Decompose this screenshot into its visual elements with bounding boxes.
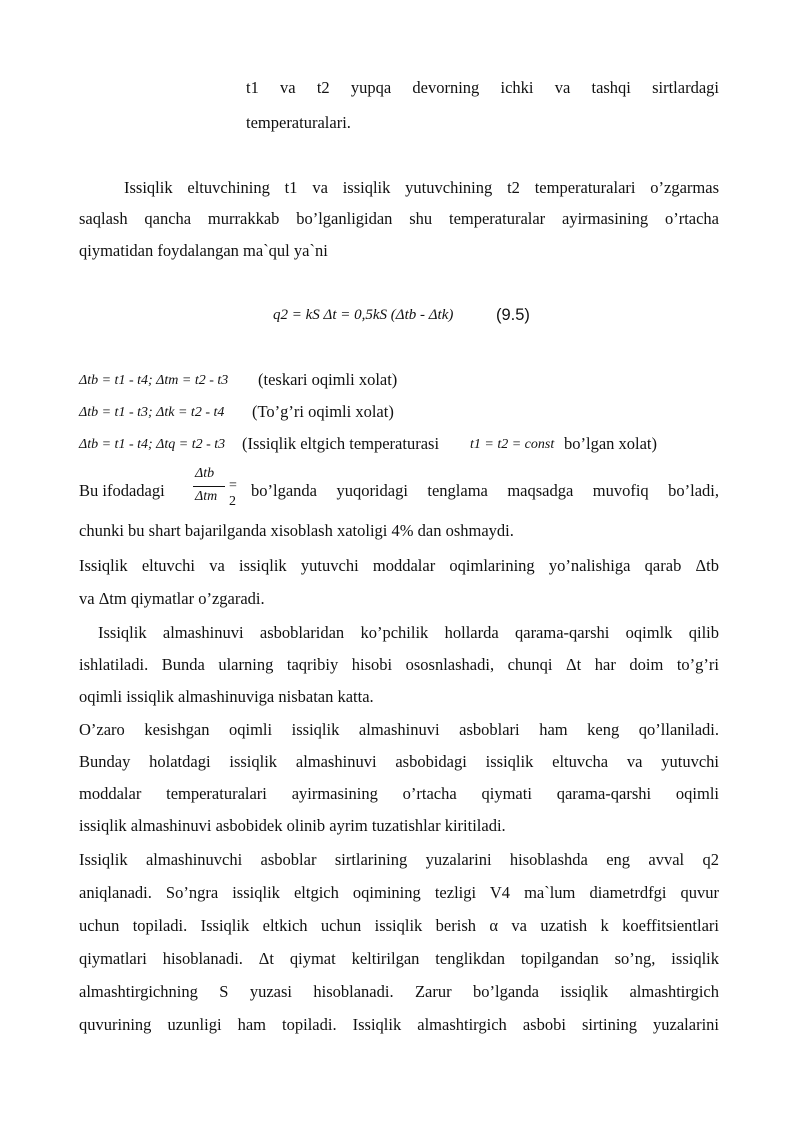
case-label: (teskari oqimli xolat) bbox=[258, 370, 398, 389]
text-line: Bunday holatdagi issiqlik almashinuvi asbobidagi issiqlik eltuvcha va yutuvchi bbox=[79, 752, 719, 771]
text-line: ishlatiladi. Bunda ularning taqribiy hisobi ososnlashadi, chunqi Δt har doim to’g’ri bbox=[79, 655, 719, 674]
text-line: Issiqlik almashinuvchi asboblar sirtlarining yuzalarini hisoblashda eng avval q2 bbox=[79, 850, 719, 869]
text-line: moddalar temperaturalari ayirmasining o’rtacha qiymati qarama-qarshi oqimli bbox=[79, 784, 719, 803]
text-line: aniqlanadi. So’ngra issiqlik eltgich oqimining tezligi V4 ma`lum diametrdfgi quvur bbox=[79, 883, 719, 902]
text-line: issiqlik almashinuvi asbobidek olinib ayrim tuzatishlar kiritiladi. bbox=[79, 816, 506, 835]
main-equation: q2 = kS Δt = 0,5kS (Δtb - Δtk) bbox=[273, 307, 454, 323]
text-line: Issiqlik almashinuvi asboblaridan ko’pchilik hollarda qarama-qarshi oqimlk qilib bbox=[98, 623, 719, 642]
text-line: quvurining uzunligi ham topiladi. Issiqlik almashtirgich asbobi sirtining yuzalarini bbox=[79, 1015, 719, 1034]
text-line: t1 va t2 yupqa devorning ichki va tashqi sirtlardagi bbox=[246, 78, 719, 97]
text-line: uchun topiladi. Issiqlik eltkich uchun issiqlik berish α va uzatish k koeffitsientlari bbox=[79, 916, 719, 935]
case-formula: Δtb = t1 - t3; Δtk = t2 - t4 bbox=[79, 405, 225, 420]
text-line: temperaturalari. bbox=[246, 113, 351, 132]
text-line: oqimli issiqlik almashinuviga nisbatan katta. bbox=[79, 687, 374, 706]
equation-number: (9.5) bbox=[496, 306, 530, 324]
text-line: Issiqlik eltuvchining t1 va issiqlik yutuvchining t2 temperaturalari o’zgarmas bbox=[124, 178, 719, 197]
case-label: (Issiqlik eltgich temperaturasi bbox=[242, 434, 440, 453]
text-line: saqlash qancha murrakkab bo’lganligidan shu temperaturalar ayirmasining o’rtacha bbox=[79, 209, 719, 228]
case-formula: t1 = t2 = const bbox=[470, 437, 555, 452]
fraction-denominator: Δtm bbox=[195, 489, 218, 504]
case-formula: Δtb = t1 - t4; Δtq = t2 - t3 bbox=[79, 437, 226, 452]
case-label: bo’lgan xolat) bbox=[564, 434, 658, 453]
fraction-value: = 2 bbox=[229, 478, 237, 509]
text-line: almashtirgichning S yuzasi hisoblanadi. Zarur bo’lganda issiqlik almashtirgich bbox=[79, 982, 719, 1001]
text-line: qiymatidan foydalangan ma`qul ya`ni bbox=[79, 241, 328, 260]
text-line: Bu ifodadagi bbox=[79, 481, 165, 500]
fraction-numerator: Δtb bbox=[195, 466, 215, 481]
case-formula: Δtb = t1 - t4; Δtm = t2 - t3 bbox=[79, 373, 229, 388]
text-line: va Δtm qiymatlar o’zgaradi. bbox=[79, 589, 265, 608]
text-line: bo’lganda yuqoridagi tenglama maqsadga muvofiq bo’ladi, bbox=[251, 481, 719, 500]
text-line: Issiqlik eltuvchi va issiqlik yutuvchi moddalar oqimlarining yo’nalishiga qarab Δtb bbox=[79, 556, 719, 575]
text-line: chunki bu shart bajarilganda xisoblash xatoligi 4% dan oshmaydi. bbox=[79, 521, 514, 540]
fraction-bar bbox=[193, 486, 225, 487]
case-label: (To’g’ri oqimli xolat) bbox=[252, 402, 394, 421]
text-line: O’zaro kesishgan oqimli issiqlik almashinuvi asboblari ham keng qo’llaniladi. bbox=[79, 720, 719, 739]
text-line: qiymatlari hisoblanadi. Δt qiymat keltirilgan tenglikdan topilgandan so’ng, issiqlik bbox=[79, 949, 719, 968]
